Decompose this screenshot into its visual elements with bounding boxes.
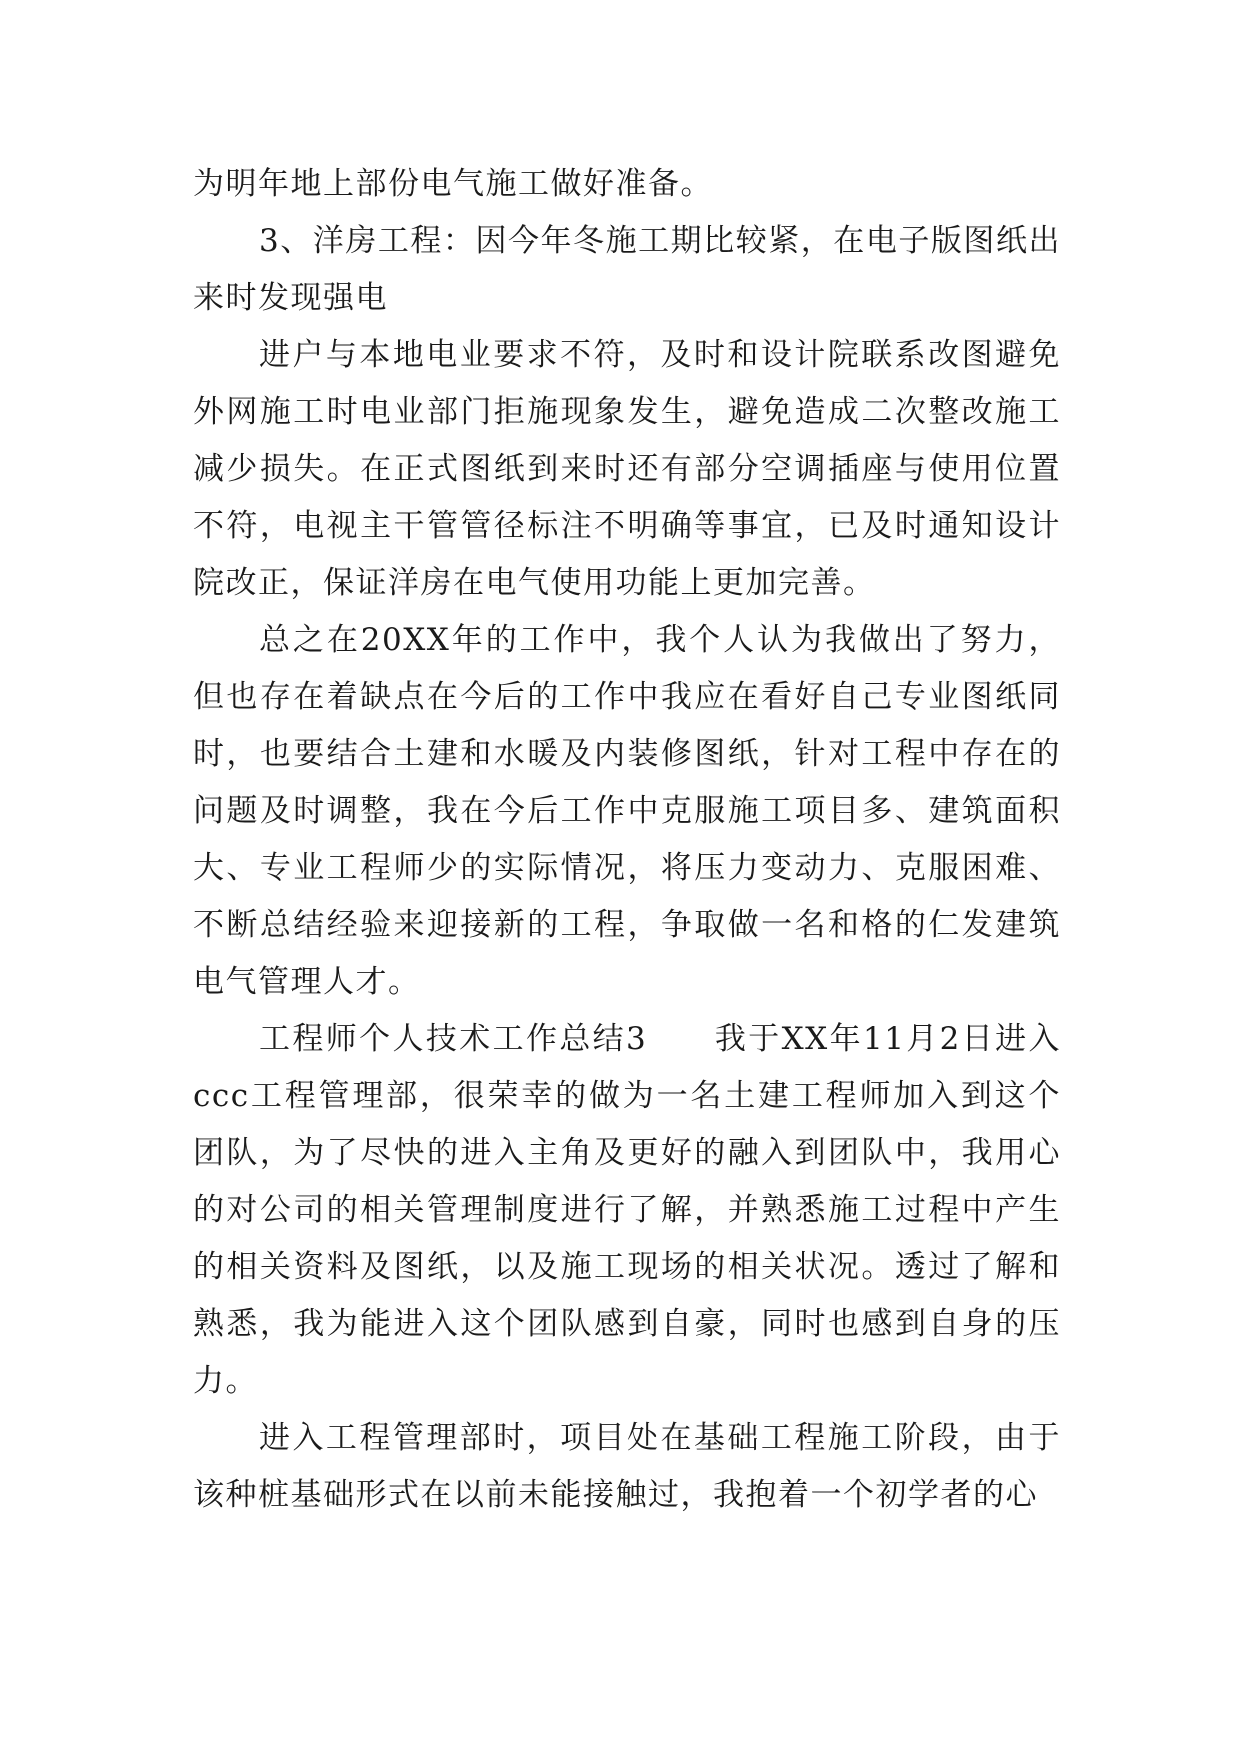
- paragraph-2: 3、洋房工程：因今年冬施工期比较紧，在电子版图纸出来时发现强电: [193, 223, 1061, 316]
- paragraph-3: 进户与本地电业要求不符，及时和设计院联系改图避免外网施工时电业部门拒施现象发生，避免造成二次整改施工减少损失。在正式图纸到来时还有部分空调插座与使用位置不符，电视主干管管径标注不明确等事宜，已及时通知设计院改正，保证洋房在电气使用功能上更加完善。: [193, 337, 1061, 601]
- document-body: [193, 156, 1061, 1524]
- paragraph-4: 总之在20XX年的工作中，我个人认为我做出了努力，但也存在着缺点在今后的工作中我应在看好自己专业图纸同时，也要结合土建和水暖及内装修图纸，针对工程中存在的问题及时调整，我在今后工作中克服施工项目多、建筑面积大、专业工程师少的实际情况，将压力变动力、克服困难、不断总结经验来迎接新的工程，争取做一名和格的仁发建筑电气管理人才。: [193, 622, 1061, 1000]
- paragraph-1: 为明年地上部份电气施工做好准备。: [193, 166, 713, 202]
- paragraph-6: 进入工程管理部时，项目处在基础工程施工阶段，由于该种桩基础形式在以前未能接触过，我抱着一个初学者的心: [193, 1420, 1061, 1513]
- paragraph-5: 工程师个人技术工作总结3 我于XX年11月2日进入ccc工程管理部，很荣幸的做为一名土建工程师加入到这个团队，为了尽快的进入主角及更好的融入到团队中，我用心的对公司的相关管理制度进行了解，并熟悉施工过程中产生的相关资料及图纸，以及施工现场的相关状况。透过了解和熟悉，我为能进入这个团队感到自豪，同时也感到自身的压力。: [193, 1021, 1061, 1399]
